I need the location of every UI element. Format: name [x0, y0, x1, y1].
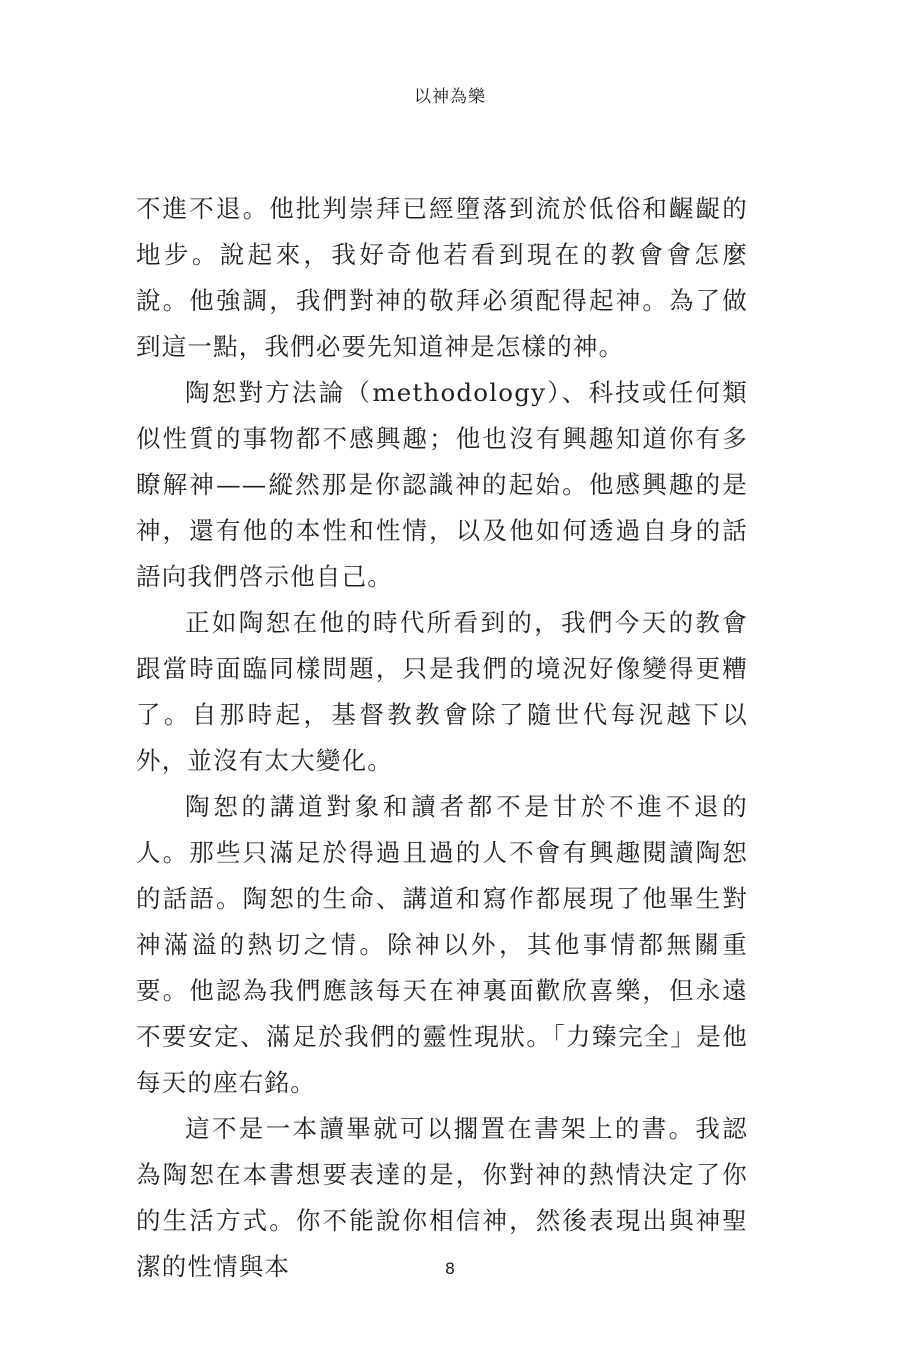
paragraph: 這不是一本讀畢就可以擱置在書架上的書。我認為陶恕在本書想要表達的是，你對神的熱情決定了你的生活方式。你不能說你相信神，然後表現出與神聖潔的性情與本 [136, 1114, 748, 1281]
running-header: 以神為樂 [414, 87, 486, 107]
page-number: 8 [444, 1259, 456, 1278]
paragraph: 正如陶恕在他的時代所看到的，我們今天的教會跟當時面臨同樣問題，只是我們的境況好像變得更糟了。自那時起，基督教教會除了隨世代每況越下以外，並沒有太大變化。 [136, 608, 748, 775]
paragraph-continuation: 不進不退。他批判崇拜已經墮落到流於低俗和齷齪的地步。說起來，我好奇他若看到現在的教會會怎麼說。他強調，我們對神的敬拜必須配得起神。為了做到這一點，我們必要先知道神是怎樣的神。 [136, 194, 748, 361]
paragraph: 陶恕的講道對象和讀者都不是甘於不進不退的人。那些只滿足於得過且過的人不會有興趣閱讀陶恕的話語。陶恕的生命、講道和寫作都展現了他畢生對神滿溢的熱切之情。除神以外，其他事情都無關重要。他認為我們應該每天在神裏面歡欣喜樂，但永遠不要安定、滿足於我們的靈性現狀。「力臻完全」是他每天的座右銘。 [136, 792, 748, 1097]
paragraph: 陶恕對方法論（methodology）、科技或任何類似性質的事物都不感興趣；他也沒有興趣知道你有多瞭解神——縱然那是你認識神的起始。他感興趣的是神，還有他的本性和性情，以及他如何透過自身的話語向我們啓示他自己。 [136, 378, 748, 591]
body-text [136, 186, 748, 1290]
